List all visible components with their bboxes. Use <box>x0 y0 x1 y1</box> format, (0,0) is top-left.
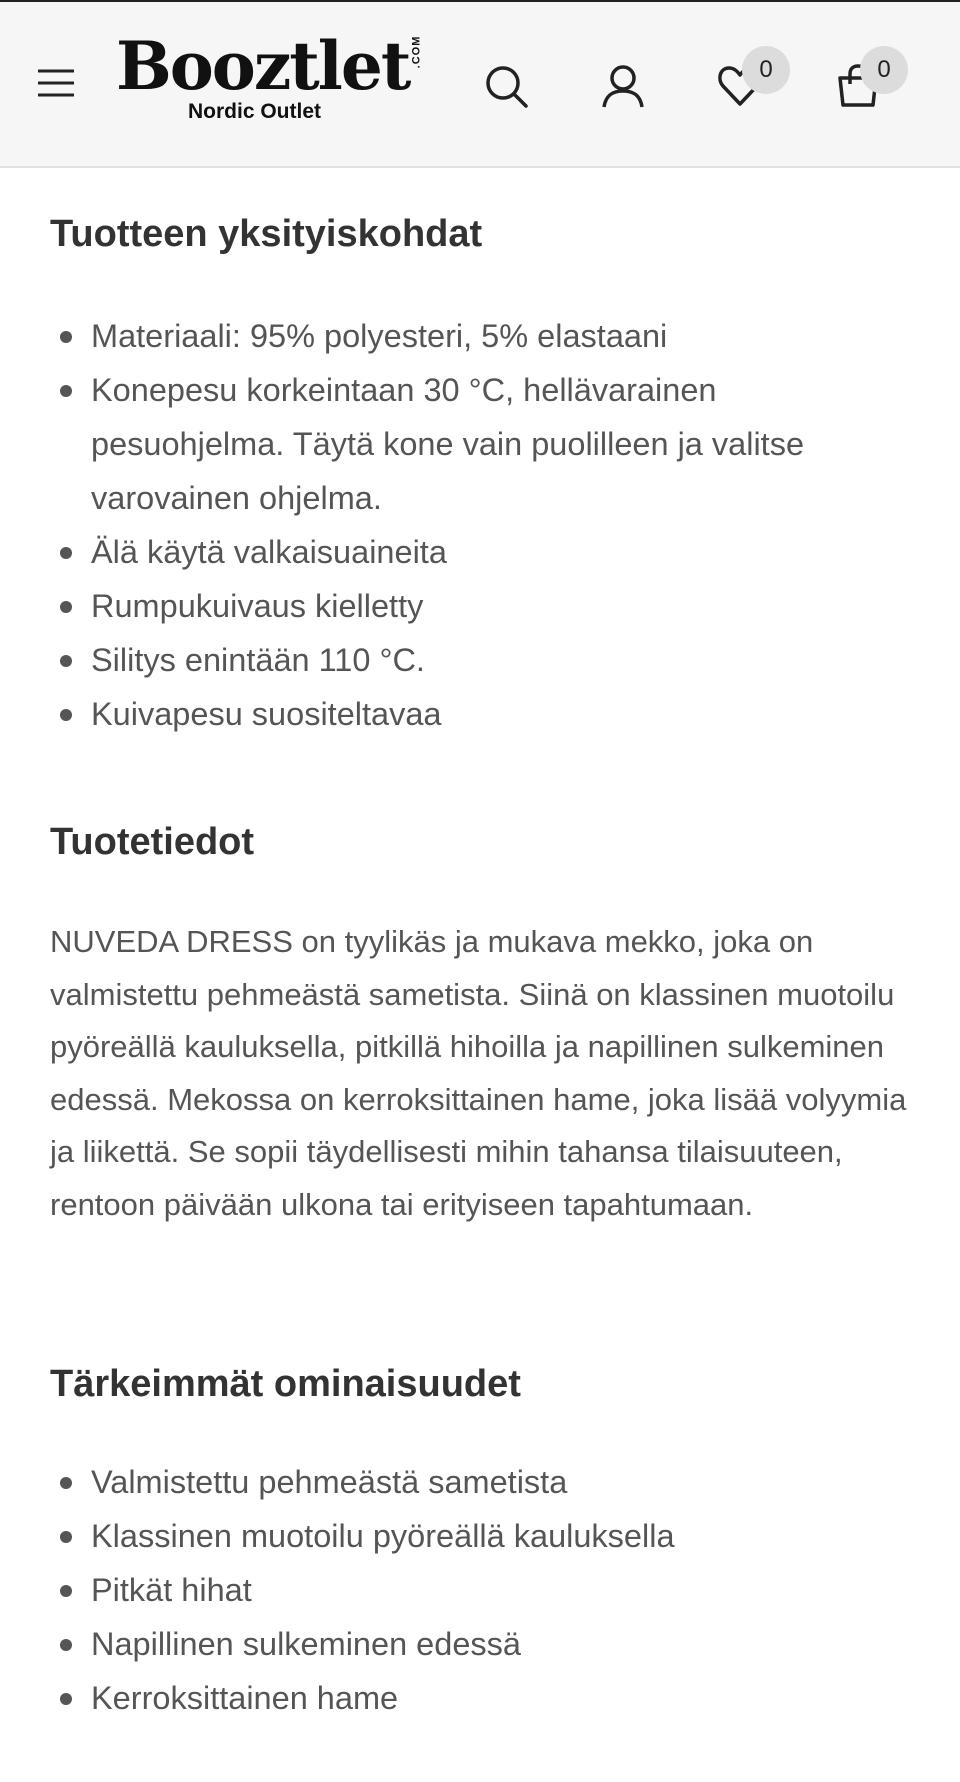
wishlist-count-badge: 0 <box>742 46 790 94</box>
list-item: Materiaali: 95% polyesteri, 5% elastaani <box>50 309 910 363</box>
site-header <box>0 0 960 168</box>
list-item: Pitkät hihat <box>50 1563 910 1617</box>
search-button[interactable] <box>478 58 534 114</box>
account-button[interactable] <box>595 58 651 114</box>
cart-count-badge: 0 <box>860 46 908 94</box>
list-item: Napillinen sulkeminen edessä <box>50 1617 910 1671</box>
features-list <box>50 1455 910 1725</box>
hamburger-menu-icon <box>36 66 76 100</box>
search-icon <box>483 63 529 109</box>
list-item: Klassinen muotoilu pyöreällä kauluksella <box>50 1509 910 1563</box>
list-item: Valmistettu pehmeästä sametista <box>50 1455 910 1509</box>
menu-button[interactable] <box>36 66 86 106</box>
list-item: Silitys enintään 110 °C. <box>50 633 910 687</box>
list-item: Kuivapesu suositeltavaa <box>50 687 910 741</box>
key-features-title: Tärkeimmät ominaisuudet <box>50 1363 521 1405</box>
details-list <box>50 309 910 741</box>
cart-button[interactable] <box>830 56 891 114</box>
brand-logo[interactable] <box>116 26 421 126</box>
list-item: Konepesu korkeintaan 30 °C, hellävarainen pesuohjelma. Täytä kone vain puolilleen ja valitse varovainen ohjelma. <box>50 363 910 525</box>
details-title: Tuotteen yksityiskohdat <box>50 213 483 255</box>
user-icon <box>600 63 646 109</box>
list-item: Älä käytä valkaisuaineita <box>50 525 910 579</box>
logo-wordmark: Booztlet <box>116 27 410 105</box>
logo-suffix: .COM <box>410 35 423 69</box>
product-info-title: Tuotetiedot <box>50 821 255 863</box>
product-description: NUVEDA DRESS on tyylikäs ja mukava mekko, joka on valmistettu pehmeästä sametista. Siinä on klassinen muotoilu pyöreällä kauluksella, pitkillä hihoilla ja napillinen sulkeminen edessä. Mekossa on kerroksittainen hame, joka lisää volyymia ja liikettä. Se sopii täydellisesti mihin tahansa tilaisuuteen, rentoon päivään ulkona tai erityiseen tapahtumaan. <box>50 924 907 1222</box>
list-item: Kerroksittainen hame <box>50 1671 910 1725</box>
logo-subtitle: Nordic Outlet <box>188 100 322 123</box>
list-item: Rumpukuivaus kielletty <box>50 579 910 633</box>
wishlist-button[interactable] <box>712 56 773 114</box>
